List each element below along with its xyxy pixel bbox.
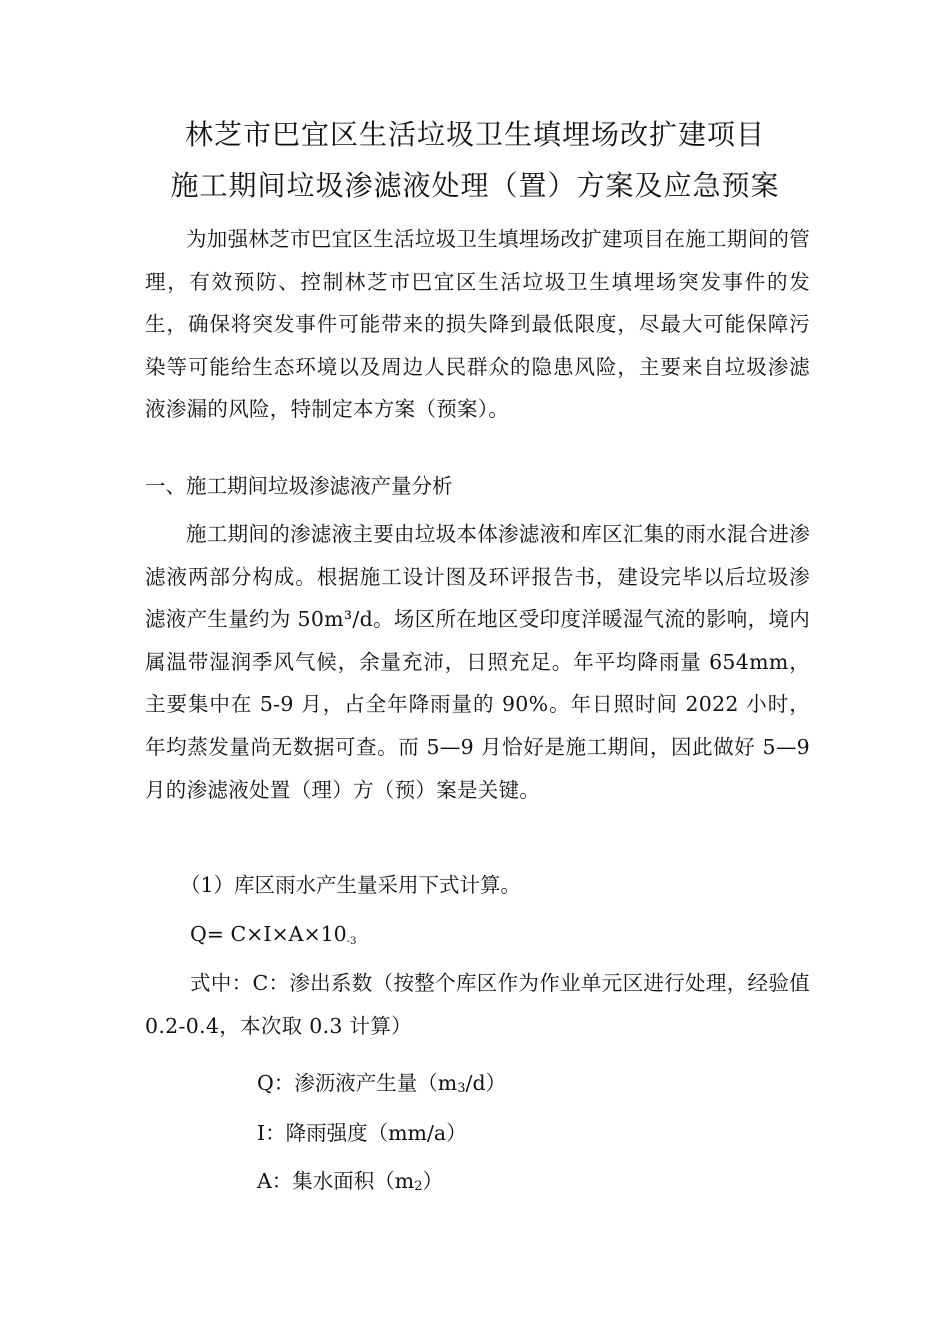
sub-heading: （1）库区雨水产生量采用下式计算。 [180, 873, 522, 897]
definition-q-text: Q：渗沥液产生量（m [257, 1071, 458, 1095]
formula-main: Q= C×I×A×10 [190, 922, 347, 946]
formula-explanation: 式中：C：渗出系数（按整个库区作为作业单元区进行处理，经验值 0.2-0.4，本次取 0.3 计算） [145, 971, 810, 1038]
definition-a-text: A：集水面积（m [257, 1169, 415, 1193]
document-title-line2: 施工期间垃圾渗滤液处理（置）方案及应急预案 [170, 169, 780, 202]
section-paragraph: 施工期间的渗滤液主要由垃圾本体渗滤液和库区汇集的雨水混合进渗滤液两部分构成。根据施工设计图及环评报告书，建设完毕以后垃圾渗滤液产生量约为 50m³/d。场区所在地区受印度洋暖湿气流的影响，境内属温带湿润季风气候，余量充沛，日照充足。年平均降雨量 654mm，主要集中在 5-9 月，占全年降雨量的 90%。年日照时间 2022 小时，年均蒸发量尚无数据可查。而 5—9 月恰好是施工期间，因此做好 5—9 月的渗滤液处置（理）方（预）案是关键。 [145, 522, 810, 802]
definition-q [257, 1068, 506, 1104]
definition-i [257, 1118, 467, 1148]
intro-paragraph: 为加强林芝市巴宜区生活垃圾卫生填埋场改扩建项目在施工期间的管理，有效预防、控制林芝市巴宜区生活垃圾卫生填埋场突发事件的发生，确保将突发事件可能带来的损失降到最低限度，尽最大可能保障污染等可能给生态环境以及周边人民群众的隐患风险，主要来自垃圾渗滤液渗漏的风险，特制定本方案（预案）。 [145, 227, 810, 422]
definition-a-unit: 2 [414, 1179, 423, 1194]
definition-a [257, 1166, 443, 1202]
formula [190, 919, 356, 957]
definition-a-tail: ） [422, 1169, 444, 1193]
document-title-line1: 林芝市巴宜区生活垃圾卫生填埋场改扩建项目 [184, 118, 765, 151]
definition-q-tail: /d） [465, 1071, 507, 1095]
definition-i-text: I：降雨强度（mm/a） [257, 1121, 467, 1145]
formula-exponent: -3 [346, 936, 357, 947]
section-heading: 一、施工期间垃圾渗滤液产量分析 [145, 474, 453, 498]
definition-q-unit: 3 [457, 1081, 466, 1096]
